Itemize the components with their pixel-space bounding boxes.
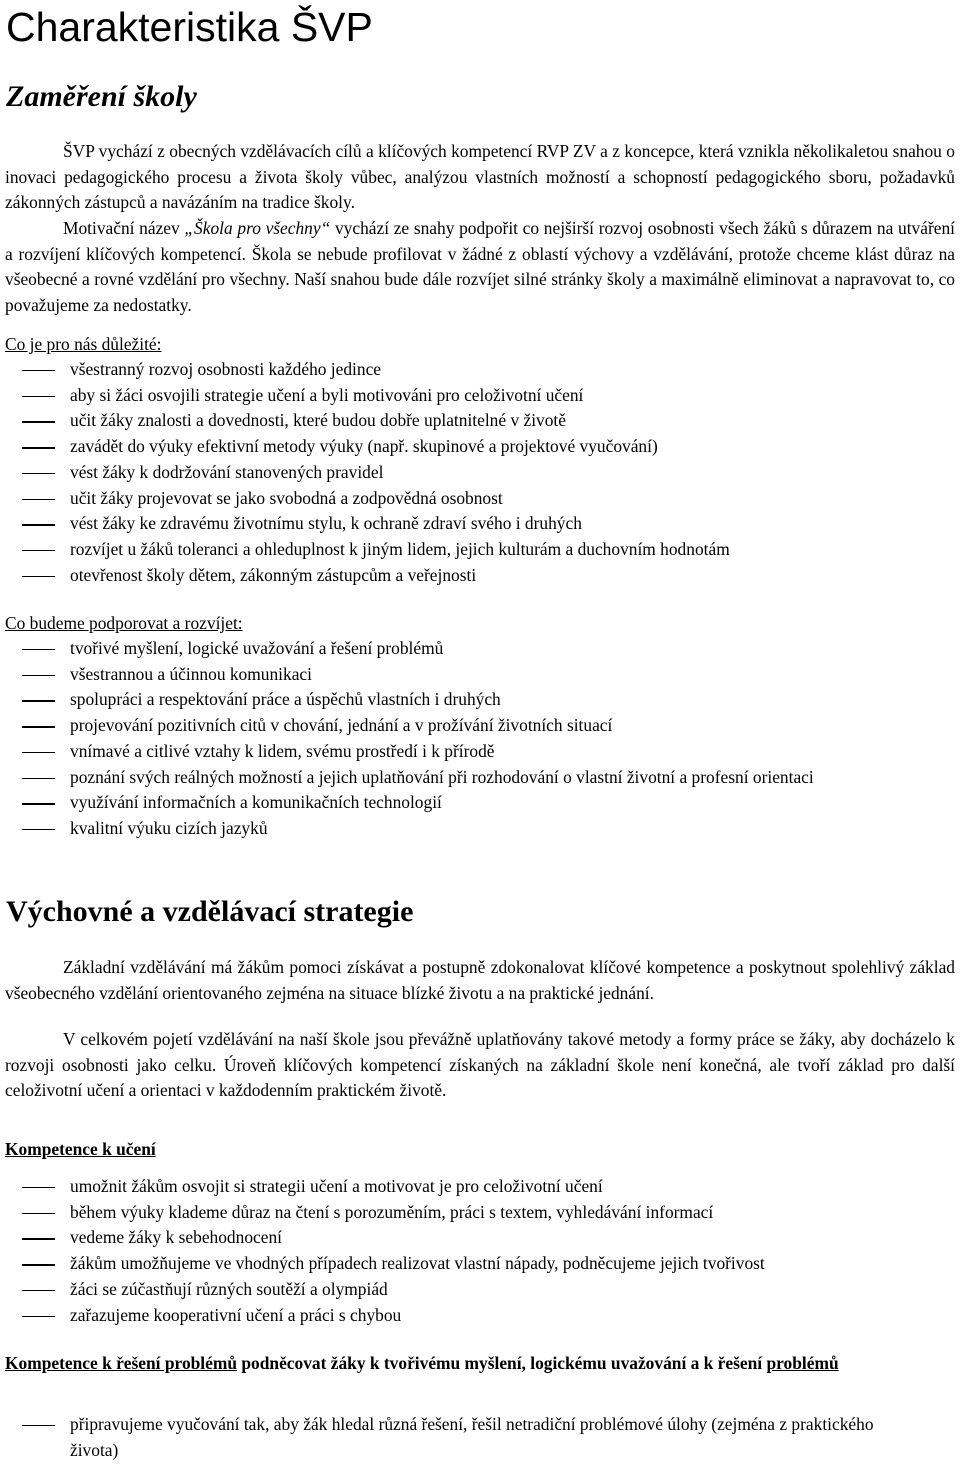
learning-item: [0, 1200, 960, 1226]
support-item: [0, 713, 960, 739]
paragraph-intro-text: ŠVP vychází z obecných vzdělávacích cílů a klíčových kompetencí RVP ZV a z koncepce, která vznikla několikaletou snahou o inovaci pedagogického procesu a života školy vůbec, analýzou vlastních možností a schopností pedagogického sboru, požadavků zákonných zástupců a navázáním na tradice školy.: [5, 141, 955, 213]
support-item-text: všestrannou a účinnou komunikaci: [70, 663, 312, 684]
motto-post-text: vychází ze snahy podpořit co nejširší rozvoj osobnosti všech žáků s důrazem na utváření a rozvíjení klíčových kompetencí. Škola se nebude profilovat v žádné z oblastí výchovy a vzdělávání, protože chceme klást důraz na všeobecné a rovné vzdělání pro všechny. Naší snahou bude dále rozvíjet silné stránky školy a maximálně eliminovat a napravovat to, co považujeme za nedostatky.: [5, 218, 955, 315]
important-item-text: zavádět do výuky efektivní metody výuky (např. skupinové a projektové vyučování): [70, 436, 658, 457]
problem-competence-rest: podněcovat žáky k tvořivému myšlení, logickému uvažování a k řešení: [237, 1353, 767, 1373]
learning-item-text: umožnit žákům osvojit si strategii učení a motivovat je pro celoživotní učení: [70, 1176, 603, 1196]
learning-item: [0, 1277, 960, 1303]
section-heading-focus: Zaměření školy: [6, 80, 197, 113]
support-item-text: vnímavé a citlivé vztahy k lidem, svému prostředí i k přírodě: [70, 740, 495, 761]
important-item: [0, 486, 960, 512]
important-item-text: rozvíjet u žáků toleranci a ohleduplnost k jiným lidem, jejich kulturám a duchovním hodnotám: [70, 538, 730, 559]
learning-item-text: žáci se zúčastňují různých soutěží a olympiád: [70, 1278, 388, 1299]
important-item-text: vést žáky k dodržování stanovených pravidel: [70, 461, 384, 482]
problem-competence-label-end: problémů: [766, 1353, 839, 1373]
learning-item: [0, 1174, 960, 1200]
important-item: [0, 460, 960, 486]
learning-list: [0, 1174, 960, 1328]
support-item-text: spolupráci a respektování práce a úspěchů vlastních i druhých: [70, 689, 501, 710]
support-item: [0, 816, 960, 842]
problem-item-text: připravujeme vyučování tak, aby žák hledal různá řešení, řešil netradiční problémové úlohy (zejména z praktického života): [70, 1414, 874, 1460]
learning-item-text: vedeme žáky k sebehodnocení: [70, 1227, 282, 1248]
important-item: [0, 383, 960, 409]
motto-text: „Škola pro všechny“: [184, 218, 331, 238]
support-item-text: poznání svých reálných možností a jejich uplatňování při rozhodování o vlastní životní a profesní orientaci: [70, 766, 814, 787]
support-item-text: kvalitní výuku cizích jazyků: [70, 817, 268, 838]
learning-item-text: během výuky klademe důraz na čtení s porozuměním, práci s textem, vyhledávání informací: [70, 1201, 714, 1222]
important-item-text: aby si žáci osvojili strategie učení a byli motivováni pro celoživotní učení: [70, 384, 584, 405]
important-item: [0, 511, 960, 537]
support-item: [0, 662, 960, 688]
support-list: [0, 636, 960, 842]
support-item-text: využívání informačních a komunikačních technologií: [70, 792, 442, 813]
support-label: Co budeme podporovat a rozvíjet:: [5, 613, 243, 633]
support-item: [0, 765, 960, 791]
learning-item: [0, 1251, 960, 1277]
learning-item: [0, 1225, 960, 1251]
support-item: [0, 739, 960, 765]
support-item: [0, 636, 960, 662]
important-list: [0, 357, 960, 588]
section-heading-strategies: Výchovné a vzdělávací strategie: [6, 895, 414, 928]
support-item: [0, 687, 960, 713]
important-item: [0, 563, 960, 589]
paragraph-basic-education-text: Základní vzdělávání má žákům pomoci získávat a postupně zdokonalovat klíčové kompetence a poskytnout spolehlivý základ všeobecného vzdělání orientovaného zejména na situace blízké životu a na praktické jednání.: [5, 957, 955, 1003]
problem-item: [0, 1412, 960, 1463]
paragraph-motto: [5, 216, 955, 318]
important-label: Co je pro nás důležité:: [5, 334, 162, 354]
problem-list: [0, 1412, 960, 1463]
important-item-text: učit žáky znalosti a dovednosti, které budou dobře uplatnitelné v životě: [70, 410, 566, 431]
important-item-text: vést žáky ke zdravému životnímu stylu, k ochraně zdraví svého i druhých: [70, 513, 582, 534]
problem-competence-label: Kompetence k řešení problémů: [5, 1353, 238, 1373]
paragraph-overall-concept: [5, 1027, 955, 1104]
learning-item-text: žákům umožňujeme ve vhodných případech realizovat vlastní nápady, podněcujeme jejich tvořivost: [70, 1253, 765, 1274]
paragraph-intro: [5, 139, 955, 216]
support-item-text: tvořivé myšlení, logické uvažování a řešení problémů: [70, 638, 444, 658]
learning-item-text: zařazujeme kooperativní učení a práci s chybou: [70, 1304, 402, 1325]
learning-competence-label: Kompetence k učení: [5, 1139, 156, 1159]
important-item: [0, 408, 960, 434]
page-title: Charakteristika ŠVP: [6, 4, 373, 50]
important-item: [0, 357, 960, 383]
paragraph-basic-education: [5, 955, 955, 1006]
learning-item: [0, 1303, 960, 1329]
important-item: [0, 537, 960, 563]
paragraph-overall-concept-text: V celkovém pojetí vzdělávání na naší škole jsou převážně uplatňovány takové metody a formy práce se žáky, aby docházelo k rozvoji osobnosti jako celku. Úroveň klíčových kompetencí získaných na základní škole není konečná, ale tvoří základ pro další celoživotní učení a orientaci v každodenním praktickém životě.: [5, 1029, 955, 1101]
important-item: [0, 434, 960, 460]
important-item-text: učit žáky projevovat se jako svobodná a zodpovědná osobnost: [70, 487, 503, 508]
support-item-text: projevování pozitivních citů v chování, jednání a v prožívání životních situací: [70, 715, 613, 736]
motto-pre-text: Motivační název: [63, 218, 185, 238]
problem-competence-heading: [5, 1351, 955, 1376]
important-item-text: otevřenost školy dětem, zákonným zástupcům a veřejnosti: [70, 564, 477, 585]
support-item: [0, 790, 960, 816]
important-item-text: všestranný rozvoj osobnosti každého jedince: [70, 359, 382, 379]
